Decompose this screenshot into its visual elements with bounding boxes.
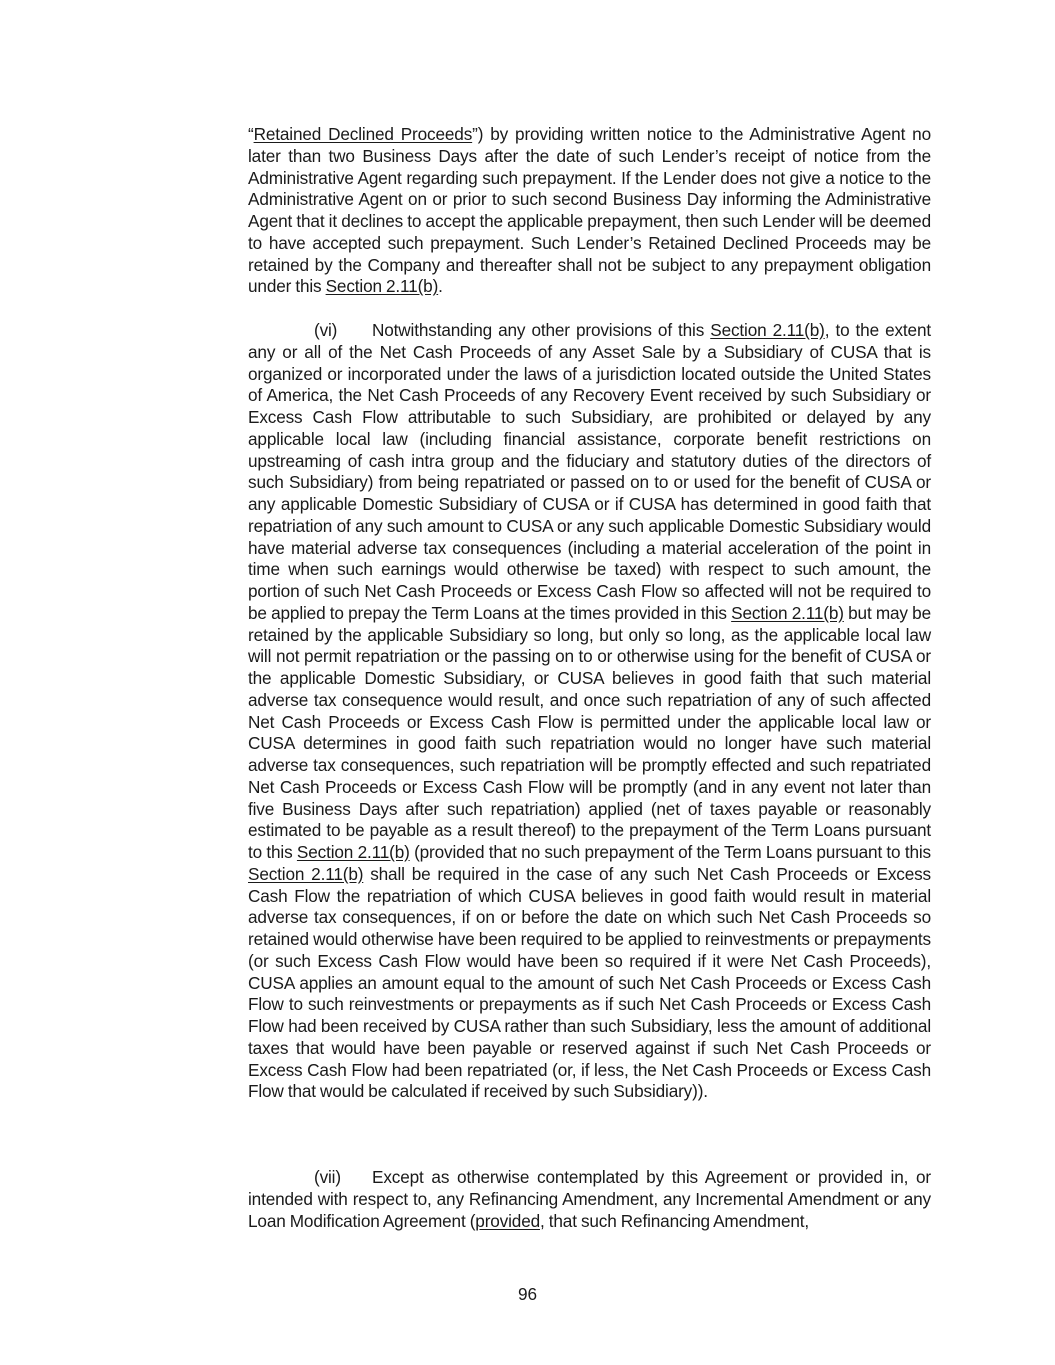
paragraph-vii [248,1167,931,1232]
paragraph-vi [248,320,931,1103]
paragraph-text: , to the extent any or all of the Net Cash Proceeds of any Asset Sale by a Subsidiary of CUSA that is organized or incorporated under the laws of a jurisdiction located outside the United States of America, the Net Cash Proceeds of any Recovery Event received by such Subsidiary or Excess Cash Flow attributable to such Subsidiary, are prohibited or delayed by any applicable local law (including financial assistance, corporate benefit restrictions on upstreaming of cash intra group and the fiduciary and statutory duties of the directors of such Subsidiary) from being repatriated or passed on to or used for the benefit of CUSA or any applicable Domestic Subsidiary of CUSA or if CUSA has determined in good faith that repatriation of any such amount to CUSA or any such applicable Domestic Subsidiary would have material adverse tax consequences (including a material acceleration of the point in time when such earnings would otherwise be taxed) with respect to such amount, the portion of such Net Cash Proceeds or Excess Cash Flow so affected will not be required to be applied to prepay the Term Loans at the times provided in this [248,320,931,623]
paragraph-text: but may be retained by the applicable Subsidiary so long, but only so long, as the applicable local law will not permit repatriation or the passing on to or otherwise using for the benefit of CUSA or the applicable Domestic Subsidiary, or CUSA believes in good faith that such material adverse tax consequence would result, and once such repatriation of any of such affected Net Cash Proceeds or Excess Cash Flow is permitted under the applicable local law or CUSA determines in good faith such repatriation would no longer have such material adverse tax consequences, such repatriation will be promptly effected and such repatriated Net Cash Proceeds or Excess Cash Flow will be promptly (and in any event not later than five Business Days after such repatriation) applied (net of taxes payable or reasonably estimated to be payable as a result thereof) to the prepayment of the Term Loans pursuant to this [248,602,931,862]
defined-term-provided: provided [475,1210,541,1231]
open-quote: “ [248,124,254,144]
paragraph-text: Notwithstanding any other provisions of this [372,320,711,340]
paragraph-text: ”) by providing written notice to the Administrative Agent no later than two Business Days after the date of such Lender’s receipt of notice from the Administrative Agent regarding such prepayment. If the Lender does not give a notice to the Administrative Agent on or prior to such second Business Day informing the Administrative Agent that it declines to accept the applicable prepayment, then such Lender will be deemed to have accepted such prepayment. Such Lender’s Retained Declined Proceeds may be retained by the Company and thereafter shall not be subject to any prepayment obligation under this [248,124,931,297]
section-reference: Section 2.11(b) [296,842,410,862]
clause-number: (vii) [314,1167,341,1187]
paragraph-text: (provided that no such prepayment of the Term Loans pursuant to this [409,842,931,862]
paragraph-text: Except as otherwise contemplated by this Agreement or provided in, or intended with respect to, any Refinancing Amendment, any Incremental Amendment or any Loan Modification Agreement ( [248,1167,931,1231]
paragraph-text: , that such Refinancing Amendment, [540,1210,810,1231]
section-reference: Section 2.11(b) [731,602,844,623]
paragraph-text: shall be required in the case of any such Net Cash Proceeds or Excess Cash Flow the repatriation of which CUSA believes in good faith would result in material adverse tax consequences, if on or before the date on which such Net Cash Proceeds so retained would otherwise have been required to be applied to reinvestments or prepayments (or such Excess Cash Flow would have been so required if it were Net Cash Proceeds), CUSA applies an amount equal to the amount of such Net Cash Proceeds or Excess Cash Flow to such reinvestments or prepayments as if such Net Cash Proceeds or Excess Cash Flow had been received by CUSA rather than such Subsidiary, less the amount of additional taxes that would have been payable or reserved against if such Net Cash Proceeds or Excess Cash Flow had been repatriated (or, if less, the Net Cash Proceeds or Excess Cash Flow that would be calculated if received by such Subsidiary)). [248,863,931,1102]
clause-number: (vi) [314,320,338,340]
paragraph-text: . [438,276,443,297]
section-reference: Section 2.11(b) [325,276,439,297]
paragraph-retained-declined-proceeds [248,124,931,298]
section-reference: Section 2.11(b) [710,320,825,340]
section-reference: Section 2.11(b) [248,863,364,884]
page-number: 96 [517,1284,538,1304]
defined-term-retained-declined-proceeds: Retained Declined Proceeds [253,124,473,144]
